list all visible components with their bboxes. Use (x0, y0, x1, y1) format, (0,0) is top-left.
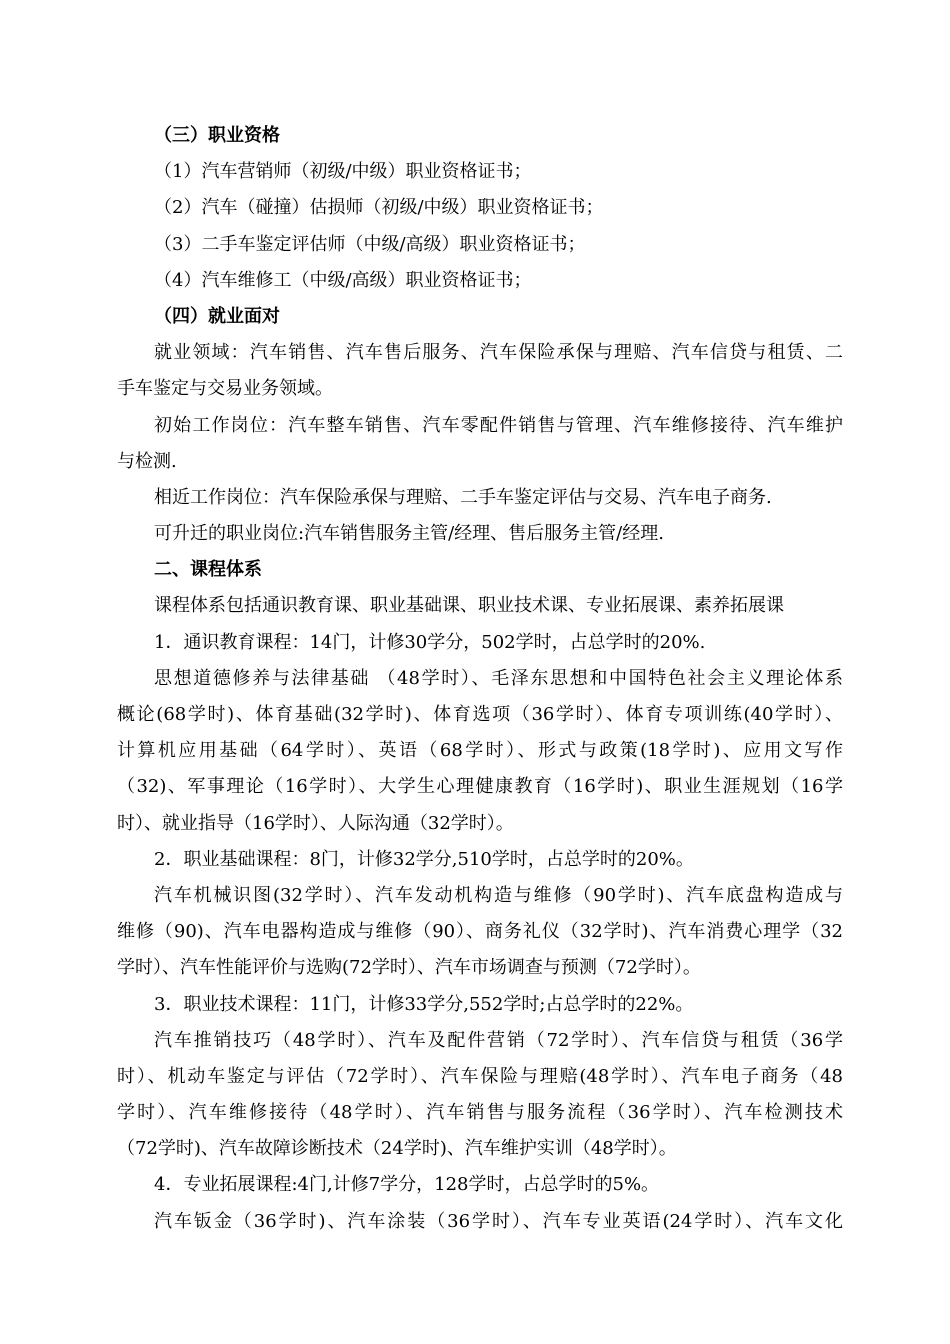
qualification-item-1: （1）汽车营销师（初级/中级）职业资格证书； (154, 161, 532, 183)
promotion-position: 可升迁的职业岗位:汽车销售服务主管/经理、售后服务主管/经理. (154, 523, 664, 545)
course-group-1-line-2: 概论(68学时)、体育基础(32学时)、体育选项（36学时）、体育专项训练(40学时）、 (117, 704, 843, 725)
course-group-2-line-2: 维修（90)、汽车电器构造成与维修（90）、商务礼仪（32学时)、汽车消费心理学（32 (117, 921, 843, 943)
course-group-3-line-3: 学时）、汽车维修接待（48学时）、汽车销售与服务流程（36学时）、汽车检测技术 (117, 1102, 843, 1124)
course-group-1-line-4: （32)、军事理论（16学时）、大学生心理健康教育（16学时)、职业生涯规划（16学 (117, 776, 843, 798)
qualification-item-4: （4）汽车维修工（中级/高级）职业资格证书； (154, 269, 532, 291)
employment-field-line-1: 就业领域：汽车销售、汽车售后服务、汽车保险承保与理赔、汽车信贷与租赁、二 (154, 342, 843, 364)
course-group-3-line-1: 汽车推销技巧（48学时）、汽车及配件营销（72学时）、汽车信贷与租赁（36学 (154, 1029, 843, 1051)
course-group-1-line-1: 思想道德修养与法律基础 （48学时）、毛泽东思想和中国特色社会主义理论体系 (154, 667, 843, 689)
employment-field-line-2: 手车鉴定与交易业务领域。 (117, 378, 333, 400)
qualification-item-2: （2）汽车（碰撞）估损师（初级/中级）职业资格证书； (154, 197, 604, 219)
section-heading-curriculum: 二、课程体系 (154, 559, 262, 581)
course-group-1-line-5: 时）、就业指导（16学时）、人际沟通（32学时）。 (117, 812, 514, 834)
course-group-3-title: 3．职业技术课程：11门，计修33学分,552学时;占总学时的22%。 (154, 993, 694, 1015)
initial-position-line-1: 初始工作岗位：汽车整车销售、汽车零配件销售与管理、汽车维修接待、汽车维护 (154, 414, 843, 436)
curriculum-intro: 课程体系包括通识教育课、职业基础课、职业技术课、专业拓展课、素养拓展课 (154, 595, 784, 617)
initial-position-line-2: 与检测. (117, 450, 177, 472)
course-group-1-title: 1．通识教育课程：14门，计修30学分，502学时，占总学时的20%. (154, 631, 706, 653)
related-position: 相近工作岗位：汽车保险承保与理赔、二手车鉴定评估与交易、汽车电子商务. (154, 486, 772, 508)
course-group-4-title: 4．专业拓展课程:4门,计修7学分，128学时，占总学时的5%。 (154, 1174, 660, 1196)
section-heading-employment: （四）就业面对 (154, 305, 280, 327)
course-group-3-line-4: （72学时)、汽车故障诊断技术（24学时)、汽车维护实训（48学时）。 (117, 1138, 677, 1160)
qualification-item-3: （3）二手车鉴定评估师（中级/高级）职业资格证书； (154, 233, 586, 255)
course-group-2-title: 2．职业基础课程：8门，计修32学分,510学时，占总学时的20%。 (154, 848, 694, 870)
course-group-4-line-1: 汽车钣金（36学时)、汽车涂装（36学时）、汽车专业英语(24学时）、汽车文化 (154, 1210, 843, 1232)
course-group-3-line-2: 时）、机动车鉴定与评估（72学时）、汽车保险与理赔(48学时）、汽车电子商务（48 (117, 1065, 843, 1087)
course-group-1-line-3: 计算机应用基础（64学时）、英语（68学时）、形式与政策(18学时)、应用文写作 (117, 740, 843, 762)
course-group-2-line-1: 汽车机械识图(32学时）、汽车发动机构造与维修（90学时)、汽车底盘构造成与 (154, 884, 843, 906)
section-heading-qualifications: （三）职业资格 (154, 125, 280, 146)
document-page (117, 118, 843, 1240)
course-group-2-line-3: 学时）、汽车性能评价与选购(72学时）、汽车市场调查与预测（72学时）。 (117, 957, 701, 979)
